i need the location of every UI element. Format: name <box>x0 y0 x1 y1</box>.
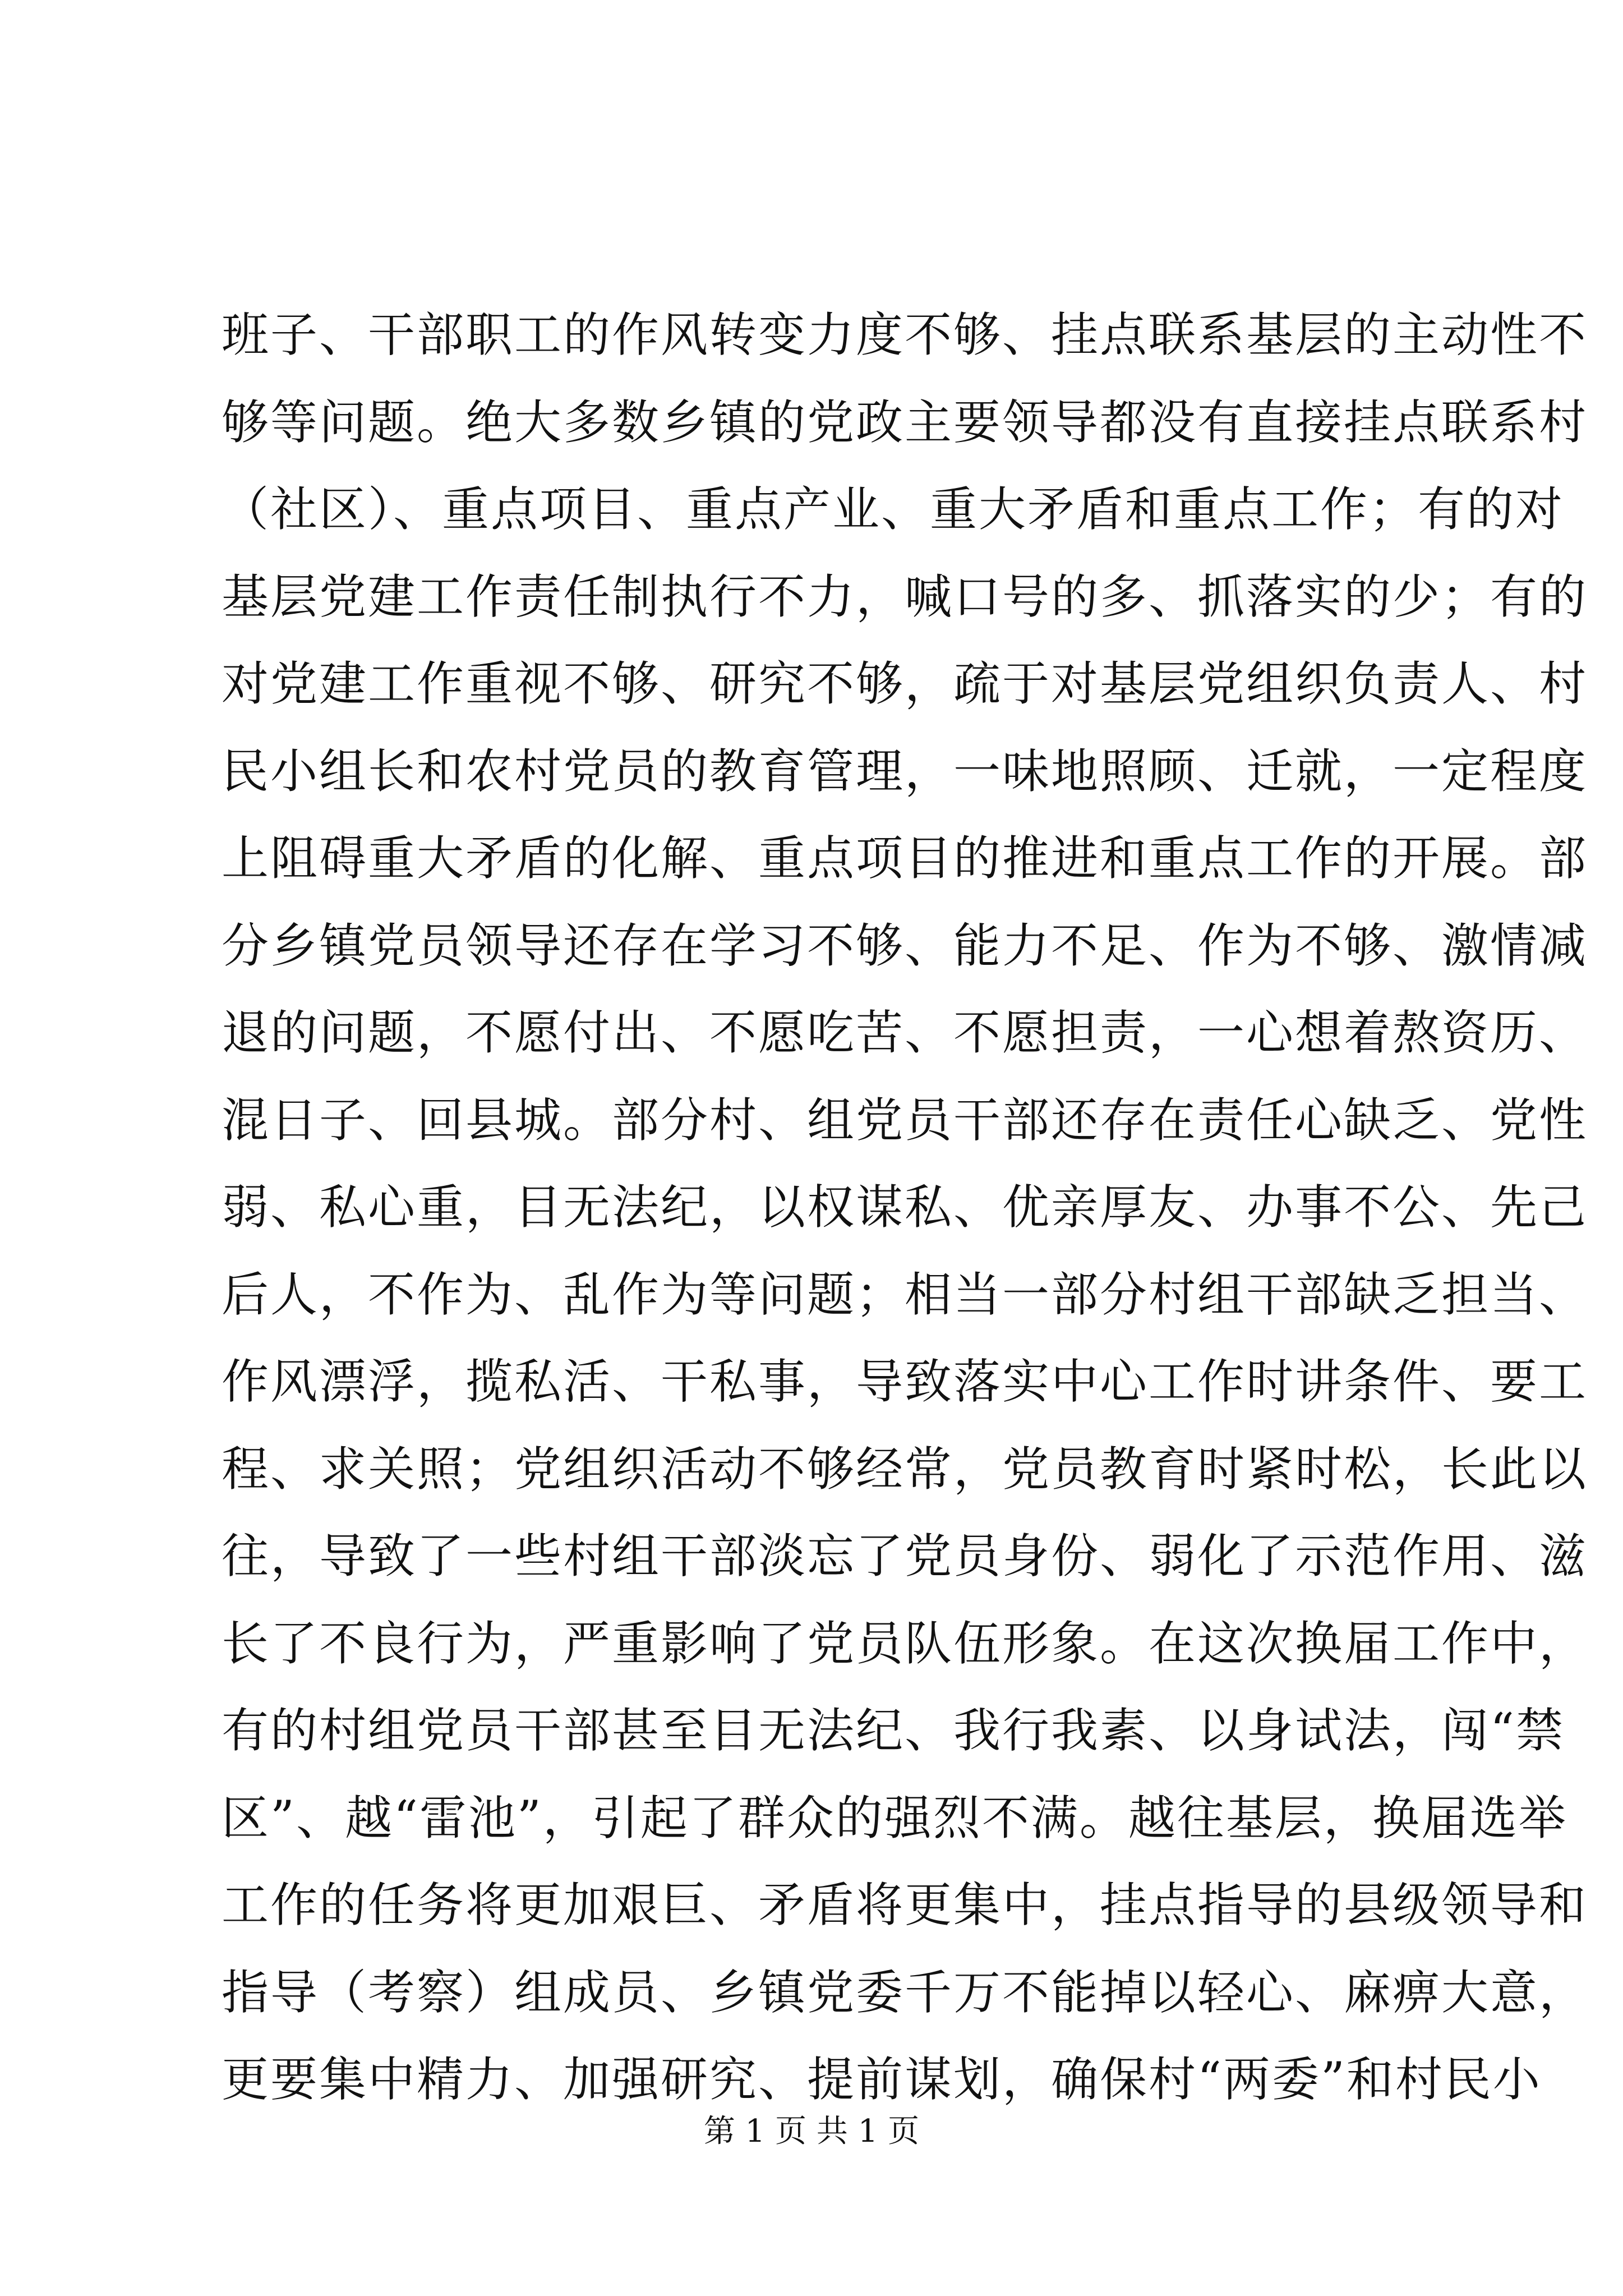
text-line: 民小组长和农村党员的教育管理，一味地照顾、迁就，一定程度 <box>222 743 1588 799</box>
text-line: 有的村组党员干部甚至目无法纪、我行我素、以身试法，闯“禁 <box>222 1703 1565 1758</box>
text-line: 工作的任务将更加艰巨、矛盾将更集中，挂点指导的县级领导和 <box>222 1878 1588 1932</box>
text-line: 混日子、回县城。部分村、组党员干部还存在责任心缺乏、党性 <box>222 1092 1588 1148</box>
text-line: 程、求关照；党组织活动不够经常，党员教育时紧时松，长此以 <box>222 1441 1588 1497</box>
text-line: 上阻碍重大矛盾的化解、重点项目的推进和重点工作的开展。部 <box>222 831 1588 886</box>
text-line: （社区）、重点项目、重点产业、重大矛盾和重点工作；有的对 <box>222 482 1565 537</box>
text-line: 更要集中精力、加强研究、提前谋划，确保村“两委”和村民小 <box>222 2052 1542 2107</box>
text-line: 区”、越“雷池”，引起了群众的强烈不满。越往基层，换届选举 <box>222 1790 1567 1846</box>
text-line: 后人，不作为、乱作为等问题；相当一部分村组干部缺乏担当、 <box>222 1267 1588 1322</box>
text-line: 班子、干部职工的作风转变力度不够、挂点联系基层的主动性不 <box>222 307 1588 362</box>
page-footer <box>0 2109 1623 2154</box>
text-line: 够等问题。绝大多数乡镇的党政主要领导都没有直接挂点联系村 <box>222 394 1588 450</box>
text-line: 分乡镇党员领导还存在学习不够、能力不足、作为不够、激情减 <box>222 918 1588 973</box>
text-line: 长了不良行为，严重影响了党员队伍形象。在这次换届工作中， <box>222 1616 1588 1671</box>
text-line: 退的问题，不愿付出、不愿吃苦、不愿担责，一心想着熬资历、 <box>222 1005 1588 1060</box>
text-line: 弱、私心重，目无法纪，以权谋私、优亲厚友、办事不公、先己 <box>222 1180 1588 1235</box>
text-line: 指导（考察）组成员、乡镇党委千万不能掉以轻心、麻痹大意， <box>222 1964 1588 2020</box>
text-line: 往，导致了一些村组干部淡忘了党员身份、弱化了示范作用、滋 <box>222 1529 1588 1584</box>
text-line: 基层党建工作责任制执行不力，喊口号的多、抓落实的少；有的 <box>222 569 1588 624</box>
page-number-label: 第 1 页 共 1 页 <box>703 2113 920 2150</box>
text-line: 对党建工作重视不够、研究不够，疏于对基层党组织负责人、村 <box>222 656 1588 711</box>
text-line: 作风漂浮，揽私活、干私事，导致落实中心工作时讲条件、要工 <box>222 1354 1588 1409</box>
body-text <box>222 292 1588 2124</box>
